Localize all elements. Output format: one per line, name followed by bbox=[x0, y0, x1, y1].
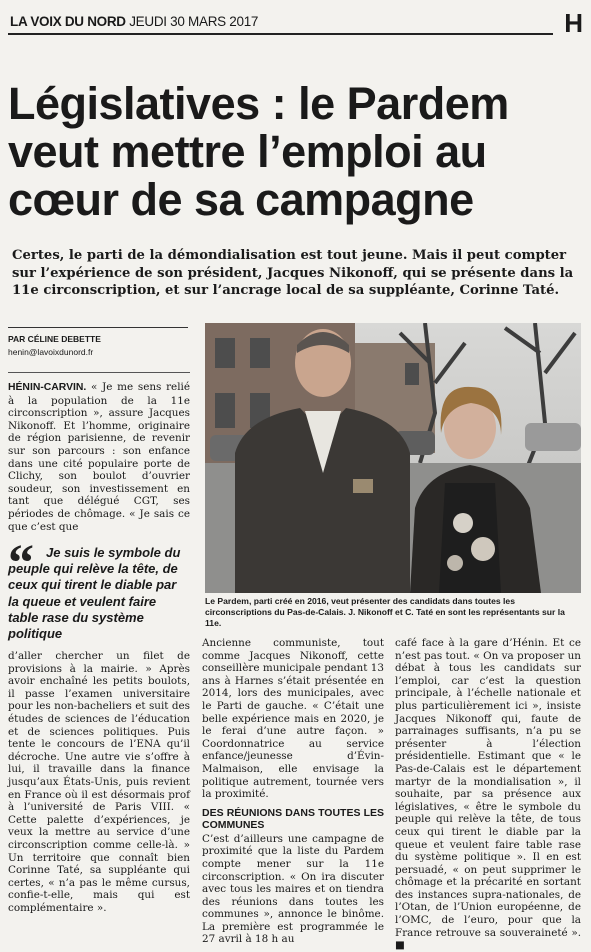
article-column-1-bottom bbox=[8, 650, 190, 914]
newspaper-name: LA VOIX DU NORD bbox=[10, 14, 126, 29]
article-column-3 bbox=[395, 637, 581, 952]
byline-author: PAR CÉLINE DEBETTE bbox=[8, 334, 101, 344]
header-rule bbox=[8, 33, 553, 35]
byline-rule bbox=[8, 327, 188, 328]
masthead bbox=[10, 14, 258, 29]
section-letter: H bbox=[564, 8, 583, 38]
dateline-place: HÉNIN-CARVIN. bbox=[8, 382, 87, 393]
article-text-1: « Je me sens relié à la population de la 11e circonscription », assure Jacques Nikonoff. Et l’homme, originaire de région parisienne, de revenir sur son parcours : son enfance dans une cité populaire porte de Clichy, son boulot d’ouvrier soudeur, son investissement en tant que délégué CGT, ses périodes de chômage. « Je sais ce que c’est que bbox=[8, 381, 190, 533]
headline: Législatives : le Pardem veut mettre l’emploi au cœur de sa campagne bbox=[8, 78, 509, 225]
article-photo bbox=[205, 323, 581, 593]
article-column-2 bbox=[202, 637, 384, 946]
article-text-2: d’aller chercher un filet de provisions à la mairie. » Après avoir enchaîné les petits boulots, il passe l’examen universitaire pour les non-bacheliers et suit des études de sciences de l’éducation et de sciences politiques. Puis tente le concours de l’ENA qu’il décroche. Une autre vie s’offre à lui, il travaille dans la finance jusqu’aux États-Unis, puis revient en France où il est désormais prof à l’université de Paris VIII. « Cette palette d’expériences, je veux la mettre au service d’une circonscription comme celle-là. » Un territoire que connaît bien Corinne Taté, sa suppléante qui certes, « n’a pas le même cursus, confie-t-elle, mais qui est complémentaire ». bbox=[8, 650, 190, 914]
pullquote-box bbox=[8, 535, 190, 642]
column-rule bbox=[8, 372, 190, 373]
article-text-5: café face à la gare d’Hénin. Et ce n’est pas tout. « On va proposer un débat à tous les candidats sur l’emploi, car c’est la question principale, à l’échelle nationale et plus particulièrement ici », insiste Jacques Nikonoff qui, faute de parrainages suffisants, n’a pu se présenter à l’élection présidentielle. Estimant que « le Pas-de-Calais est le département martyr de la mondialisation », il souhaite, par sa présence aux législatives, « être le symbole du peuple qui relève la tête, de tous ceux qui tirent le diable par la queue et veulent faire table rase du système politique ». Il en est persuadé, « on peut supprimer le chômage et la précarité en sortant des instances supra-nationales, de l’Otan, de l’Union européenne, de l’OMC, de l’euro, pour que la France retrouve sa souveraineté ». ■ bbox=[395, 637, 581, 952]
lede: Certes, le parti de la démondialisation est tout jeune. Mais il peut compter sur l’expérience de son président, Jacques Nikonoff, qui se présente dans la 11e circonscription, et sur l’ancrage local de sa suppléante, Corinne Taté. bbox=[12, 248, 574, 298]
article-text-3: Ancienne communiste, tout comme Jacques Nikonoff, cette conseillère municipale pendant 13 ans à Harnes s’était présentée en 2014, lors des municipales, avec le Parti de gauche. « C’était une belle expérience mais en 2020, je le ferai d’une autre façon. » Coordonnatrice au service enfance/jeunesse d’Évin-Malmaison, elle envisage la politique autrement, tournée vers la proximité. bbox=[202, 637, 384, 801]
photo-caption: Le Pardem, parti créé en 2016, veut présenter des candidats dans toutes les circonscriptions du Pas-de-Calais. J. Nikonoff et C. Taté en sont les représentants sur la 11e. bbox=[205, 596, 565, 628]
issue-date: JEUDI 30 MARS 2017 bbox=[129, 14, 259, 29]
byline-email: henin@lavoixdunord.fr bbox=[8, 347, 94, 357]
pullquote: Je suis le symbole du peuple qui relève la tête, de ceux qui tirent le diable par la queue et veulent faire table rase du système politique bbox=[8, 545, 181, 642]
article-text-4: C’est d’ailleurs une campagne de proximité que la liste du Pardem compte mener sur la 11e circonscription. « On ira discuter avec tous les maires et on tiendra des réunions dans toutes les communes », annonce le binôme. La première est programmée le 27 avril à 18 h au bbox=[202, 832, 384, 946]
section-subhead: DES RÉUNIONS DANS TOUTES LES COMMUNES bbox=[202, 806, 384, 831]
article-column-1-top bbox=[8, 381, 190, 533]
quote-mark-icon: “ bbox=[8, 535, 34, 592]
